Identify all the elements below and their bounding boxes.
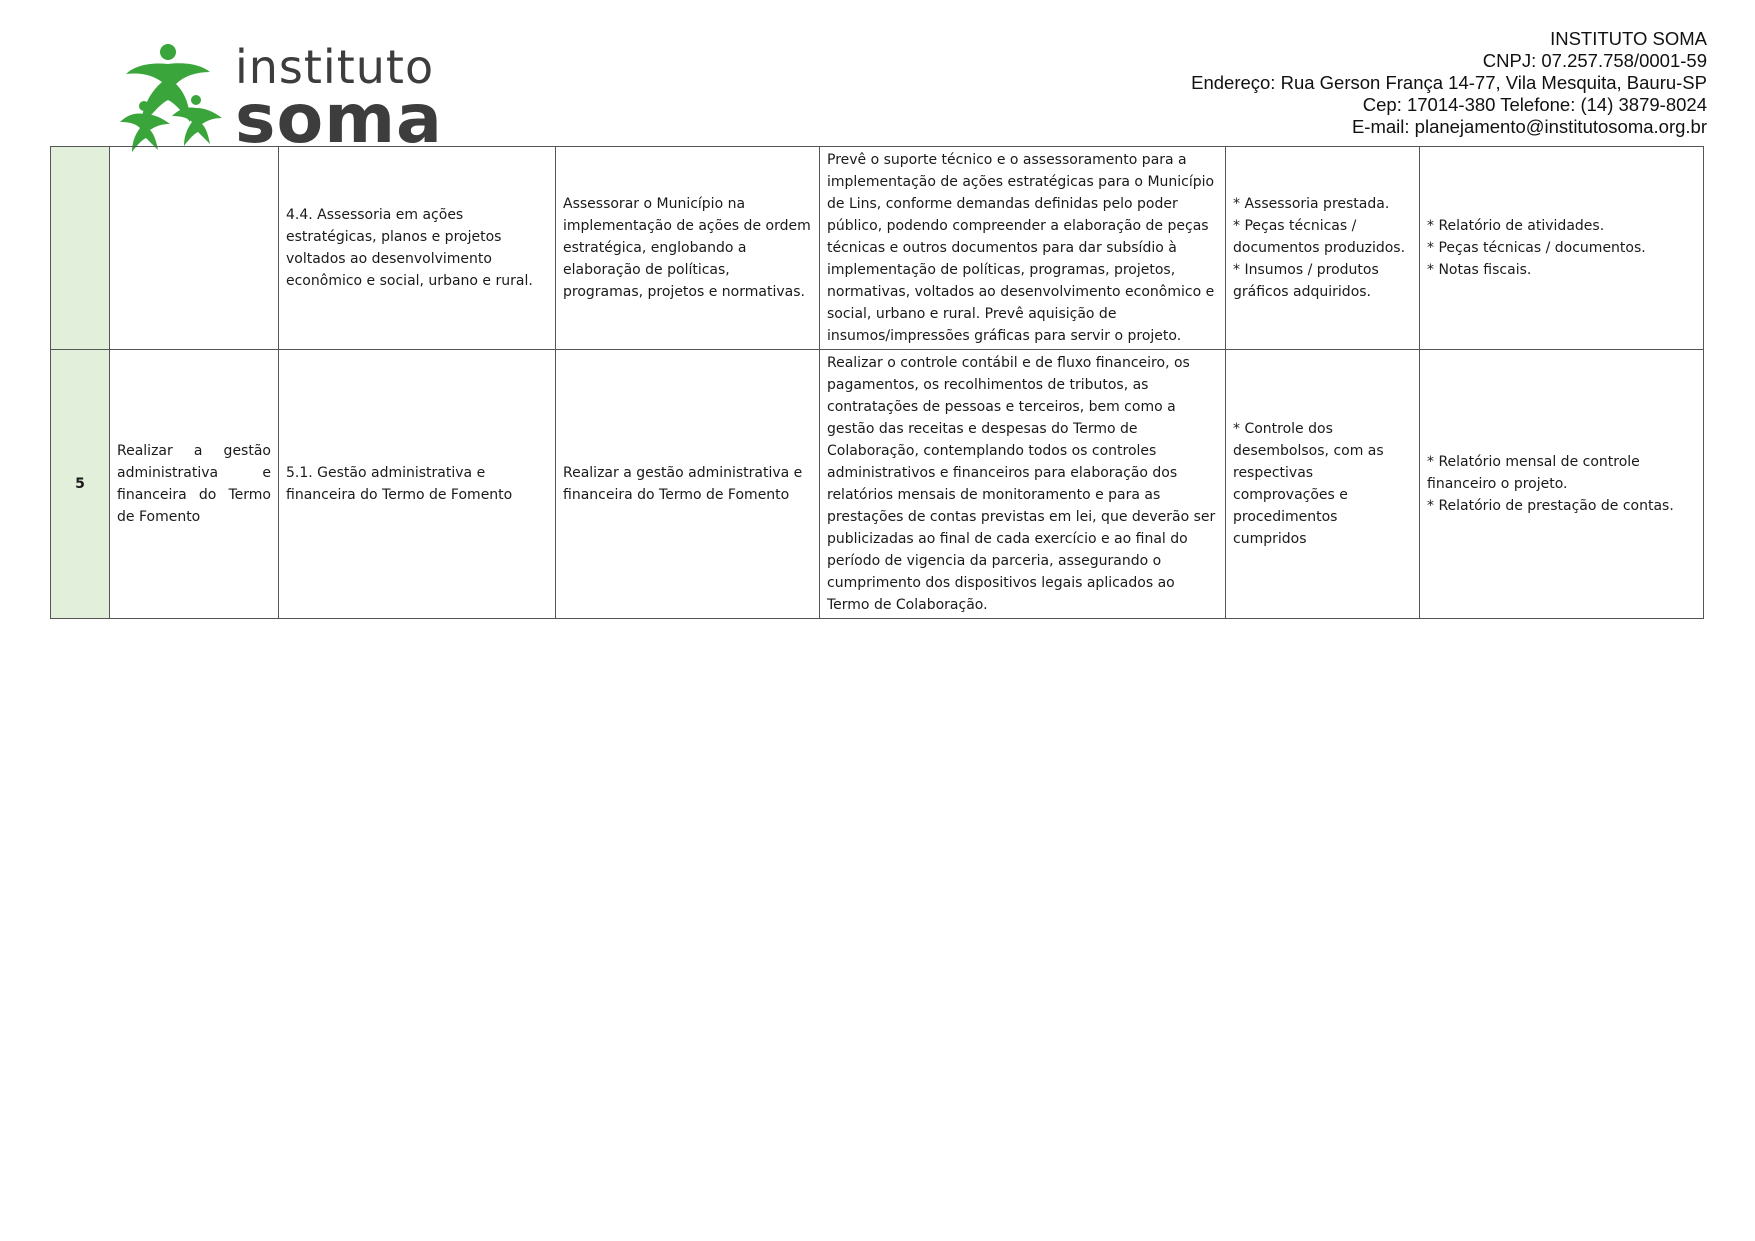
indicators-cell: * Controle dos desembolsos, com as respectivas comprovações e procedimentos cumpridos: [1226, 350, 1420, 619]
description-cell: Prevê o suporte técnico e o assessoramento para a implementação de ações estratégicas para o Município de Lins, conforme demandas definidas pelo poder público, podendo compreender a elaboração de peças técnicas e outros documentos para dar subsídio à implementação de políticas, programas, projetos, normativas, voltados ao desenvolvimento econômico e social, urbano e rural. Prevê aquisição de insumos/impressões gráficas para servir o projeto.: [820, 147, 1226, 350]
verification-cell: * Relatório de atividades. * Peças técnicas / documentos. * Notas fiscais.: [1420, 147, 1704, 350]
objective-cell: Realizar a gestão administrativa e financeira do Termo de Fomento: [556, 350, 820, 619]
cep-phone-line: Cep: 17014-380 Telefone: (14) 3879-8024: [1362, 94, 1707, 115]
action-cell: 5.1. Gestão administrativa e financeira do Termo de Fomento: [279, 350, 556, 619]
description-cell: Realizar o controle contábil e de fluxo financeiro, os pagamentos, os recolhimentos de tributos, as contratações de pessoas e terceiros, bem como a gestão das receitas e despesas do Termo de Colaboração, contemplando todos os controles administrativos e financeiros para elaboração dos relatórios mensais de monitoramento e para as prestações de contas previstas em lei, que deverão ser publicizadas ao final de cada exercício e ao final do período de vigencia da parceria, assegurando o cumprimento dos dispositivos legais aplicados ao Termo de Colaboração.: [820, 350, 1226, 619]
indicators-cell: * Assessoria prestada. * Peças técnicas / documentos produzidos. * Insumos / produtos gráficos adquiridos.: [1226, 147, 1420, 350]
goal-cell: Realizar a gestão administrativa e financeira do Termo de Fomento: [110, 350, 279, 619]
table-row: [51, 350, 1704, 619]
verification-cell: * Relatório mensal de controle financeiro o projeto. * Relatório de prestação de contas.: [1420, 350, 1704, 619]
action-cell: 4.4. Assessoria em ações estratégicas, planos e projetos voltados ao desenvolvimento econômico e social, urbano e rural.: [279, 147, 556, 350]
row-number-cell: 5: [51, 350, 110, 619]
email-line: E-mail: planejamento@institutosoma.org.br: [1351, 116, 1707, 137]
table-row: [51, 147, 1704, 350]
header-contact-block: [1191, 28, 1707, 138]
objective-cell: Assessorar o Município na implementação de ações de ordem estratégica, englobando a elaboração de políticas, programas, projetos e normativas.: [556, 147, 820, 350]
logo-line-instituto: instituto: [235, 40, 435, 94]
institute-name: INSTITUTO SOMA: [1550, 28, 1707, 49]
work-plan-table: [50, 146, 1704, 619]
logo-line-soma: soma: [235, 80, 443, 159]
cnpj-line: CNPJ: 07.257.758/0001-59: [1482, 50, 1707, 71]
address-line: Endereço: Rua Gerson França 14-77, Vila Mesquita, Bauru-SP: [1191, 72, 1707, 93]
goal-cell: [110, 147, 279, 350]
logo-wordmark: [235, 40, 443, 159]
row-number-cell: [51, 147, 110, 350]
